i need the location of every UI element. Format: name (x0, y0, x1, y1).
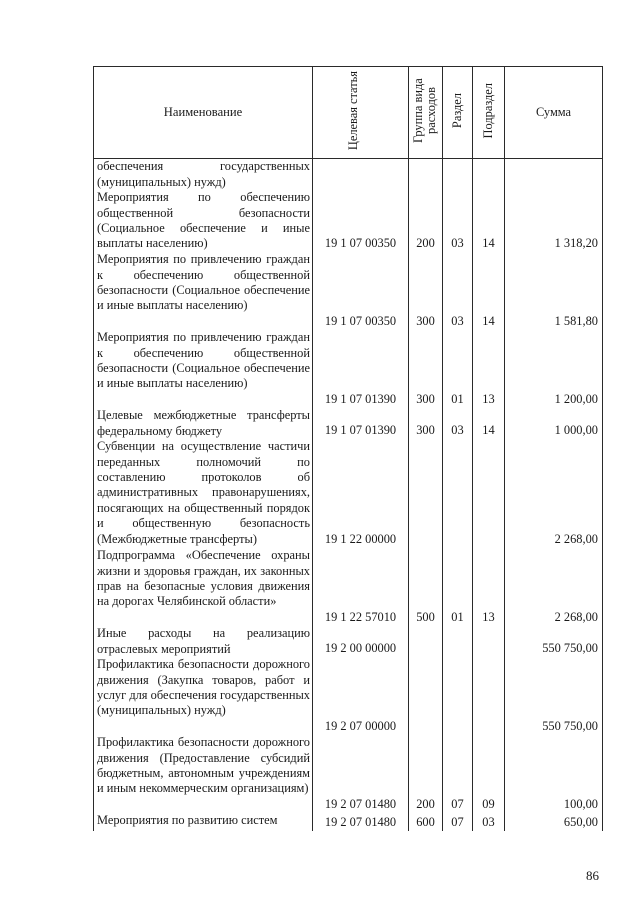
row-name: Мероприятия по привлечению граждан к обеспечению общественной безопасности (Социальное обеспечение и иные выплаты населению) (94, 330, 313, 408)
row-name: Мероприятия по обеспечению общественной безопасности (Социальное обеспечение и иные выплаты населению) (94, 190, 313, 252)
table-row (94, 813, 603, 831)
header-sum: Сумма (505, 67, 603, 159)
row-article: 19 1 22 00000 (313, 439, 409, 548)
row-sum: 100,00 (505, 735, 603, 813)
row-section: 01 (443, 548, 473, 626)
row-article: 19 1 07 00350 (313, 190, 409, 252)
row-subsection: 13 (473, 548, 505, 626)
row-section (443, 626, 473, 657)
row-article: 19 2 00 00000 (313, 626, 409, 657)
row-group (409, 657, 443, 735)
header-subsection: Подраздел (473, 67, 505, 159)
header-expense-group: Группа вида расходов (409, 67, 443, 159)
row-section: 03 (443, 408, 473, 439)
row-article (313, 159, 409, 190)
row-subsection: 13 (473, 330, 505, 408)
row-subsection (473, 159, 505, 190)
row-name: Мероприятия по привлечению граждан к обеспечению общественной безопасности (Социальное обеспечение и иные выплаты населению) (94, 252, 313, 330)
row-sum: 1 581,80 (505, 252, 603, 330)
row-group (409, 439, 443, 548)
header-article: Целевая статья (313, 67, 409, 159)
row-article: 19 1 07 00350 (313, 252, 409, 330)
row-name: Профилактика безопасности дорожного движения (Закупка товаров, работ и услуг для обеспечения государственных (муниципальных) нужд) (94, 657, 313, 735)
row-subsection: 03 (473, 813, 505, 831)
row-sum: 550 750,00 (505, 626, 603, 657)
table-row (94, 735, 603, 813)
row-article: 19 2 07 00000 (313, 657, 409, 735)
row-sum: 2 268,00 (505, 548, 603, 626)
row-article: 19 1 22 57010 (313, 548, 409, 626)
table-row (94, 330, 603, 408)
header-section: Раздел (443, 67, 473, 159)
budget-table (93, 66, 603, 831)
page-number: 86 (586, 868, 599, 883)
row-group: 200 (409, 735, 443, 813)
row-sum (505, 159, 603, 190)
table-row (94, 159, 603, 190)
row-name: Целевые межбюджетные трансферты федеральному бюджету (94, 408, 313, 439)
row-name: Подпрограмма «Обеспечение охраны жизни и здоровья граждан, их законных прав на безопасные условия движения на дорогах Челябинской области» (94, 548, 313, 626)
row-sum: 550 750,00 (505, 657, 603, 735)
row-subsection: 14 (473, 190, 505, 252)
row-name: Субвенции на осуществление частичи переданных полномочий по составлению протоколов об административных правонарушениях, посягающих на общественный порядок и общественную безопасность (Межбюджетные трансферты) (94, 439, 313, 548)
row-name: Профилактика безопасности дорожного движения (Предоставление субсидий бюджетным, автономным учреждениям и иным некоммерческим организациям) (94, 735, 313, 813)
row-subsection (473, 626, 505, 657)
row-group: 600 (409, 813, 443, 831)
row-section: 03 (443, 252, 473, 330)
row-sum: 1 318,20 (505, 190, 603, 252)
table-row (94, 252, 603, 330)
row-section: 07 (443, 735, 473, 813)
row-group (409, 159, 443, 190)
table-row (94, 626, 603, 657)
row-subsection: 14 (473, 408, 505, 439)
row-section (443, 439, 473, 548)
row-name: обеспечения государственных (муниципальных) нужд) (94, 159, 313, 190)
row-subsection (473, 657, 505, 735)
row-section: 03 (443, 190, 473, 252)
table-row (94, 190, 603, 252)
table-row (94, 408, 603, 439)
row-section (443, 657, 473, 735)
row-section: 07 (443, 813, 473, 831)
row-group: 300 (409, 252, 443, 330)
row-section (443, 159, 473, 190)
row-sum: 650,00 (505, 813, 603, 831)
header-row (94, 67, 603, 159)
row-sum: 2 268,00 (505, 439, 603, 548)
row-name: Иные расходы на реализацию отраслевых мероприятий (94, 626, 313, 657)
row-sum: 1 000,00 (505, 408, 603, 439)
row-article: 19 1 07 01390 (313, 408, 409, 439)
row-article: 19 2 07 01480 (313, 813, 409, 831)
table-row (94, 439, 603, 548)
row-group: 300 (409, 330, 443, 408)
row-article: 19 1 07 01390 (313, 330, 409, 408)
row-section: 01 (443, 330, 473, 408)
row-name: Мероприятия по развитию систем (94, 813, 313, 831)
table-row (94, 548, 603, 626)
row-subsection (473, 439, 505, 548)
row-group: 300 (409, 408, 443, 439)
row-article: 19 2 07 01480 (313, 735, 409, 813)
row-group: 500 (409, 548, 443, 626)
table-row (94, 657, 603, 735)
row-group: 200 (409, 190, 443, 252)
row-subsection: 14 (473, 252, 505, 330)
header-name: Наименование (94, 67, 313, 159)
row-subsection: 09 (473, 735, 505, 813)
row-group (409, 626, 443, 657)
row-sum: 1 200,00 (505, 330, 603, 408)
